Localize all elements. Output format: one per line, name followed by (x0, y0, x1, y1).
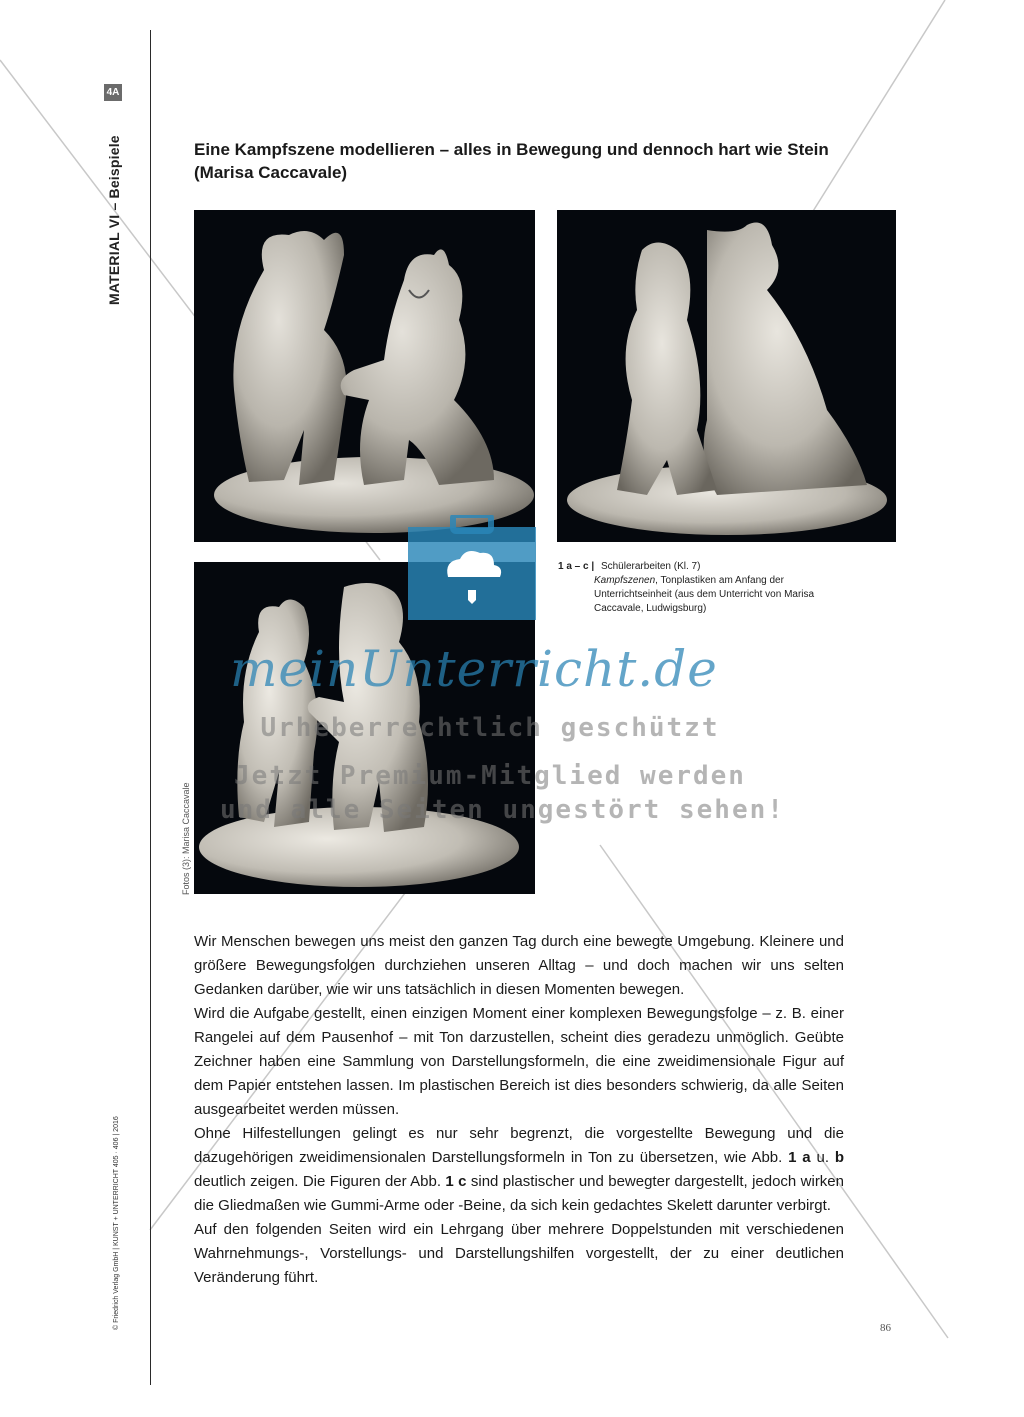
photo-1b (557, 210, 896, 542)
margin-rule (150, 30, 151, 1385)
title-line-2: (Marisa Caccavale) (194, 163, 348, 182)
paragraph-4: Auf den folgenden Seiten wird ein Lehrgang über mehrere Doppelstunden mit verschiedenen Wahrnehmungs-, Vorstellungs- und Darstellungshilfen vorgestellt, der zu einer deutlichen Veränderung führt. (194, 1221, 844, 1286)
photo-credit: Fotos (3): Marisa Caccavale (181, 782, 191, 895)
chapter-badge: 4A (104, 84, 122, 101)
paragraph-3: Ohne Hilfestellungen gelingt es nur sehr begrenzt, die vorgestellte Bewegung und die dazugehörigen zweidimensionalen Darstellungsformeln in Ton zu übersetzen, wie Abb. 1 a u. b deutlich zeigen. Die Figuren der Abb. 1 c sind plastischer und bewegter dargestellt, jedoch wirken die Gliedmaßen wie Gummi-Arme oder -Beine, da sich kein gedachtes Skelett darunter verbirgt. (194, 1125, 844, 1214)
caption-italic: Kampfszenen (594, 575, 656, 586)
watermark-line-3: und alle Seiten ungestört sehen! (220, 795, 785, 825)
photo-1a (194, 210, 535, 542)
copyright-notice: © Friedrich Verlag GmbH | KUNST + UNTERRICHT 405 · 406 | 2016 (113, 1116, 120, 1330)
watermark-line-2: Jetzt Premium-Mitglied werden (234, 761, 746, 791)
watermark-line-1: Urheberrechtlich geschützt (260, 713, 720, 743)
cloud-briefcase-icon (408, 515, 536, 620)
title-line-1: Eine Kampfszene modellieren – alles in Bewegung und dennoch hart wie Stein (194, 140, 829, 159)
body-text (194, 930, 844, 1290)
caption-rest: , Tonplastiken am Anfang der Unterrichtseinheit (aus dem Unterricht von Marisa Caccavale, Ludwigsburg) (594, 575, 815, 614)
section-label: MATERIAL VI – Beispiele (106, 135, 122, 305)
watermark-brand: meinUnterricht.de (230, 640, 718, 698)
caption-line-1: Schülerarbeiten (Kl. 7) (600, 561, 701, 572)
caption-label: 1 a – c | (558, 561, 595, 572)
figure-caption (558, 560, 858, 616)
paragraph-2: Wird die Aufgabe gestellt, einen einzigen Moment einer komplexen Bewegungsfolge – z. B. einer Rangelei auf dem Pausenhof – mit Ton darzustellen, scheint dies geradezu unmöglich. Geübte Zeichner haben eine Sammlung von Darstellungsformeln, die eine zweidimensionale Figur auf dem Papier entstehen lassen. Im plastischen Bereich ist dies besonders schwierig, da alle Seiten ausgearbeitet werden müssen. (194, 1005, 844, 1118)
page-number: 86 (880, 1322, 891, 1334)
paragraph-1: Wir Menschen bewegen uns meist den ganzen Tag durch eine bewegte Umgebung. Kleinere und größere Bewegungsfolgen durchziehen unseren Alltag – und doch machen wir uns selten Gedanken darüber, wie wir uns tatsächlich in diesen Momenten bewegen. (194, 933, 844, 998)
page-title (194, 138, 874, 184)
